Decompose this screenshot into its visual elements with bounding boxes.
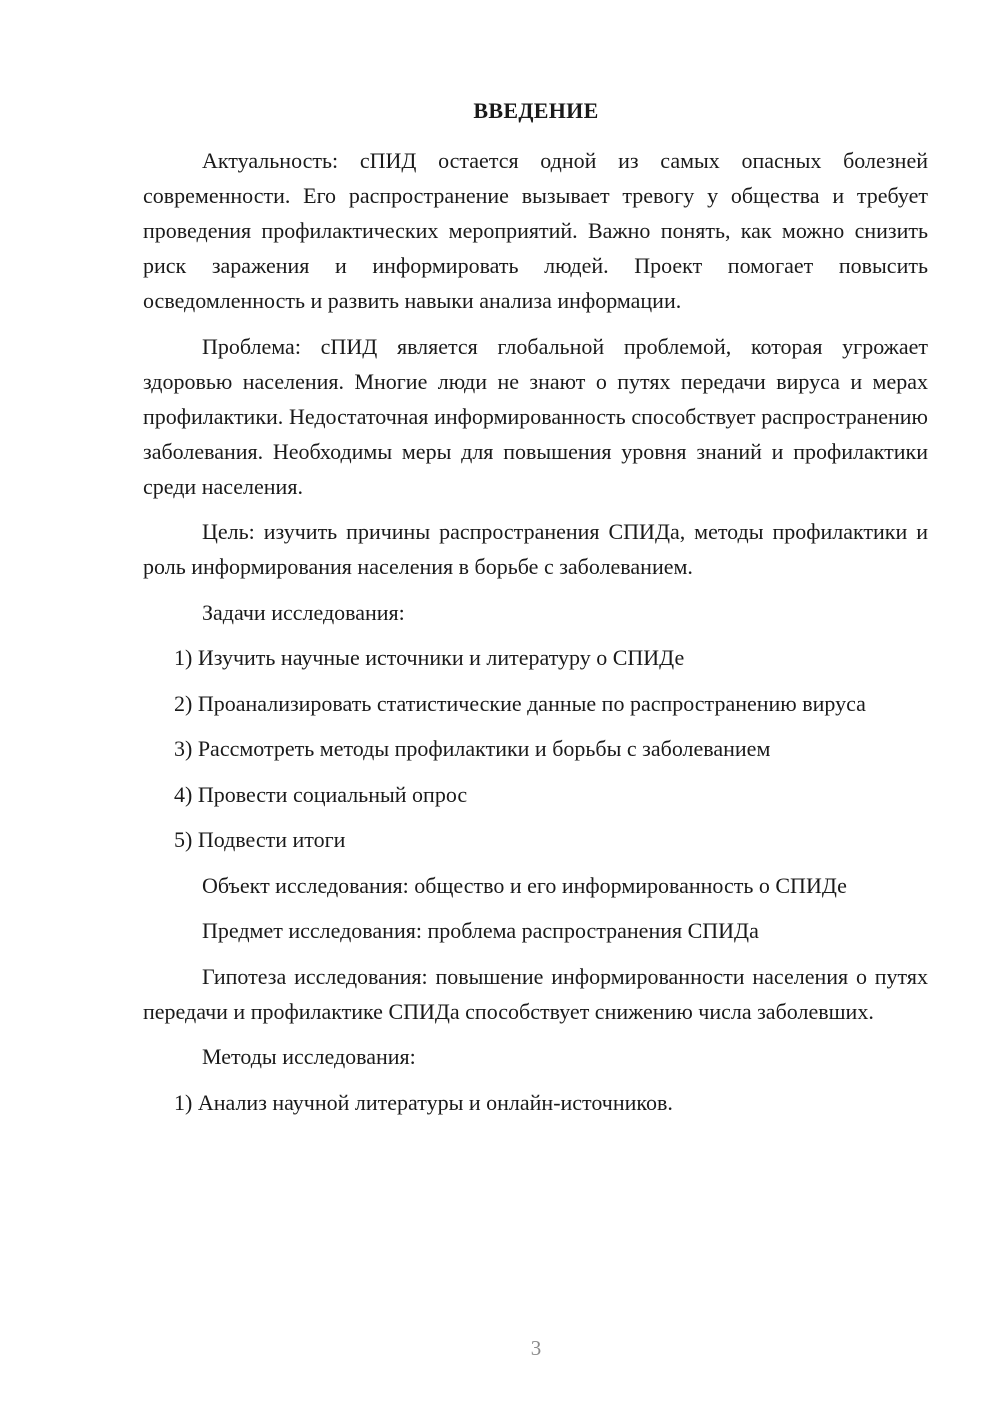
goal-paragraph: Цель: изучить причины распространения СПИДа, методы профилактики и роль информирования населения в борьбе с заболеванием.	[143, 519, 928, 579]
page-title: ВВЕДЕНИЕ	[473, 98, 599, 123]
subject-paragraph: Предмет исследования: проблема распространения СПИДа	[202, 918, 759, 943]
methods-heading: Методы исследования:	[202, 1044, 416, 1069]
problem-paragraph: Проблема: сПИД является глобальной проблемой, которая угрожает здоровью населения. Многие люди не знают о путях передачи вируса и мерах профилактики. Недостаточная информированность способствует распространению заболевания. Необходимы меры для повышения уровня знаний и профилактики среди населения.	[143, 333, 928, 499]
tasks-heading: Задачи исследования:	[202, 599, 405, 625]
document-body	[143, 143, 928, 1130]
task-item-3: 3) Рассмотреть методы профилактики и борьбы с заболеванием	[174, 736, 771, 761]
method-item-1: 1) Анализ научной литературы и онлайн-источников.	[174, 1089, 673, 1115]
page-number: 3	[530, 1336, 542, 1360]
task-item-5: 5) Подвести итоги	[174, 827, 346, 852]
task-item-2: 2) Проанализировать статистические данные по распространению вируса	[174, 690, 866, 716]
task-item-4: 4) Провести социальный опрос	[174, 781, 468, 807]
hypothesis-paragraph: Гипотеза исследования: повышение информированности населения о путях передачи и профилактике СПИДа способствует снижению числа заболевших.	[143, 963, 928, 1024]
object-paragraph: Объект исследования: общество и его информированность о СПИДе	[202, 872, 847, 898]
task-item-1: 1) Изучить научные источники и литературу о СПИДе	[174, 645, 685, 670]
relevance-paragraph: Актуальность: сПИД остается одной из самых опасных болезней современности. Его распространение вызывает тревогу у общества и требует проведения профилактических мероприятий. Важно понять, как можно снизить риск заражения и информировать людей. Проект помогает повысить осведомленность и развить навыки анализа информации.	[143, 148, 928, 313]
